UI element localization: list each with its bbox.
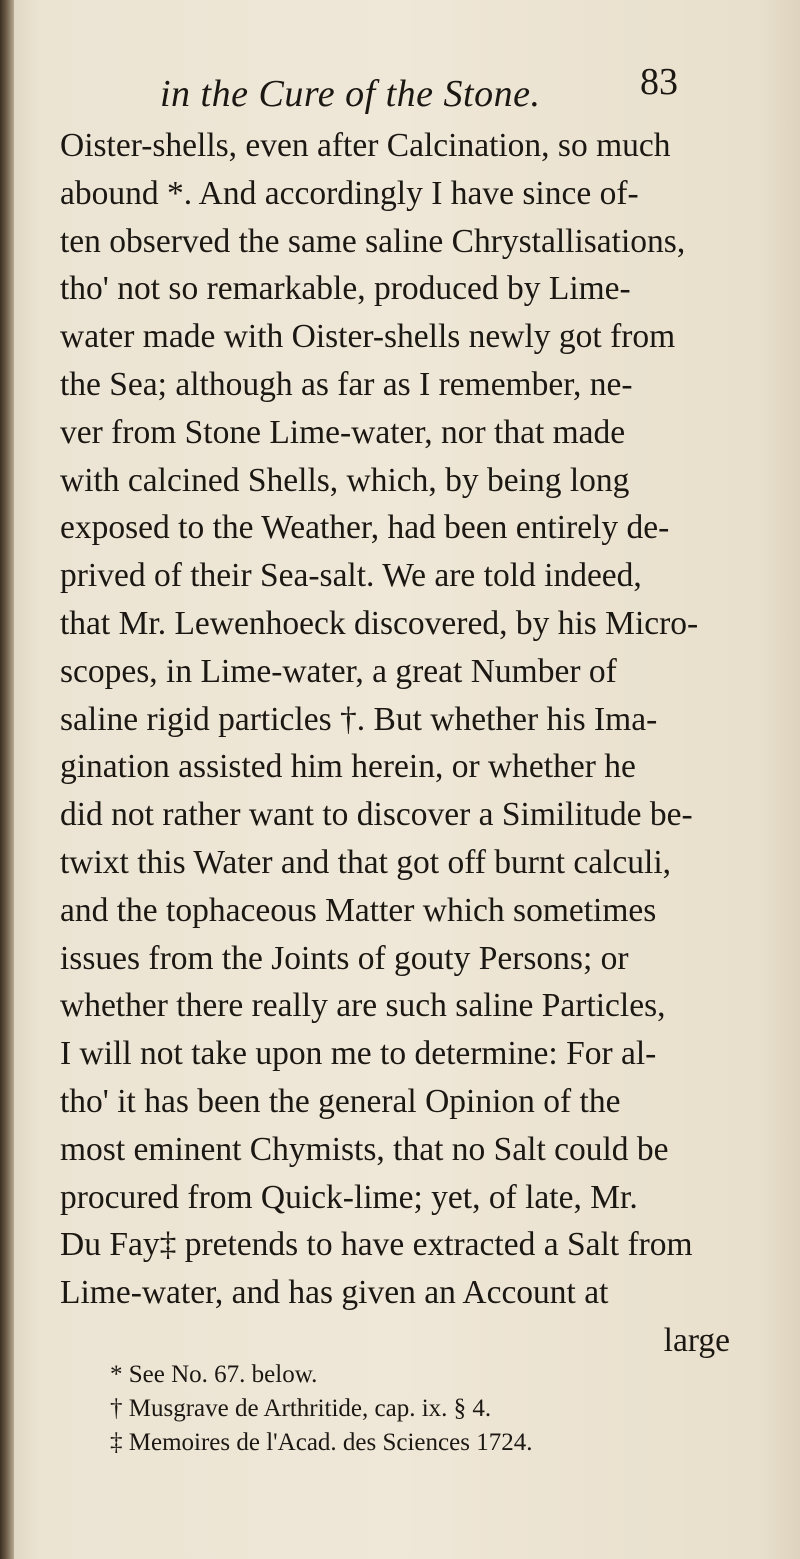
- footnote: * See No. 67. below.: [110, 1361, 318, 1388]
- text-line: I will not take upon me to determine: For al-: [60, 1035, 657, 1073]
- text-line: water made with Oister-shells newly got from: [60, 318, 676, 356]
- text-line: tho' it has been the general Opinion of the: [60, 1082, 621, 1120]
- footnote: ‡ Memoires de l'Acad. des Sciences 1724.: [110, 1429, 533, 1456]
- text-line: procured from Quick-lime; yet, of late, Mr.: [60, 1178, 638, 1216]
- text-line: exposed to the Weather, had been entirely de-: [60, 509, 670, 547]
- text-line: Lime-water, and has given an Account at: [60, 1274, 609, 1312]
- body-text: [60, 122, 750, 1365]
- running-head: in the Cure of the Stone.: [160, 73, 541, 115]
- text-line: Du Fay‡ pretends to have extracted a Salt from: [60, 1226, 693, 1264]
- text-line: scopes, in Lime-water, a great Number of: [60, 652, 617, 690]
- text-line: ver from Stone Lime-water, nor that made: [60, 413, 626, 451]
- text-line: did not rather want to discover a Similitude be-: [60, 796, 693, 834]
- text-line: and the tophaceous Matter which sometimes: [60, 891, 657, 929]
- book-spine-edge: [0, 0, 14, 1559]
- text-line: issues from the Joints of gouty Persons; or: [60, 939, 629, 977]
- footnotes: [110, 1358, 750, 1460]
- footnote: † Musgrave de Arthritide, cap. ix. § 4.: [110, 1395, 492, 1422]
- text-line: whether there really are such saline Particles,: [60, 987, 666, 1025]
- text-line: the Sea; although as far as I remember, ne-: [60, 365, 633, 403]
- text-line: twixt this Water and that got off burnt calculi,: [60, 843, 672, 881]
- text-line: Oister-shells, even after Calcination, so much: [60, 127, 671, 164]
- text-line: tho' not so remarkable, produced by Lime-: [60, 270, 631, 308]
- text-line: most eminent Chymists, that no Salt could be: [60, 1130, 669, 1168]
- text-line: prived of their Sea-salt. We are told indeed,: [60, 557, 642, 595]
- text-line: gination assisted him herein, or whether he: [60, 748, 636, 786]
- text-line: with calcined Shells, which, by being long: [60, 461, 630, 499]
- catchword: large: [663, 1321, 730, 1359]
- text-line: abound *. And accordingly I have since of-: [60, 174, 639, 212]
- text-line: saline rigid particles †. But whether his Ima-: [60, 700, 658, 738]
- page-number: 83: [640, 61, 678, 103]
- text-line: ten observed the same saline Chrystallisations,: [60, 222, 686, 260]
- text-line: that Mr. Lewenhoeck discovered, by his Micro-: [60, 604, 699, 642]
